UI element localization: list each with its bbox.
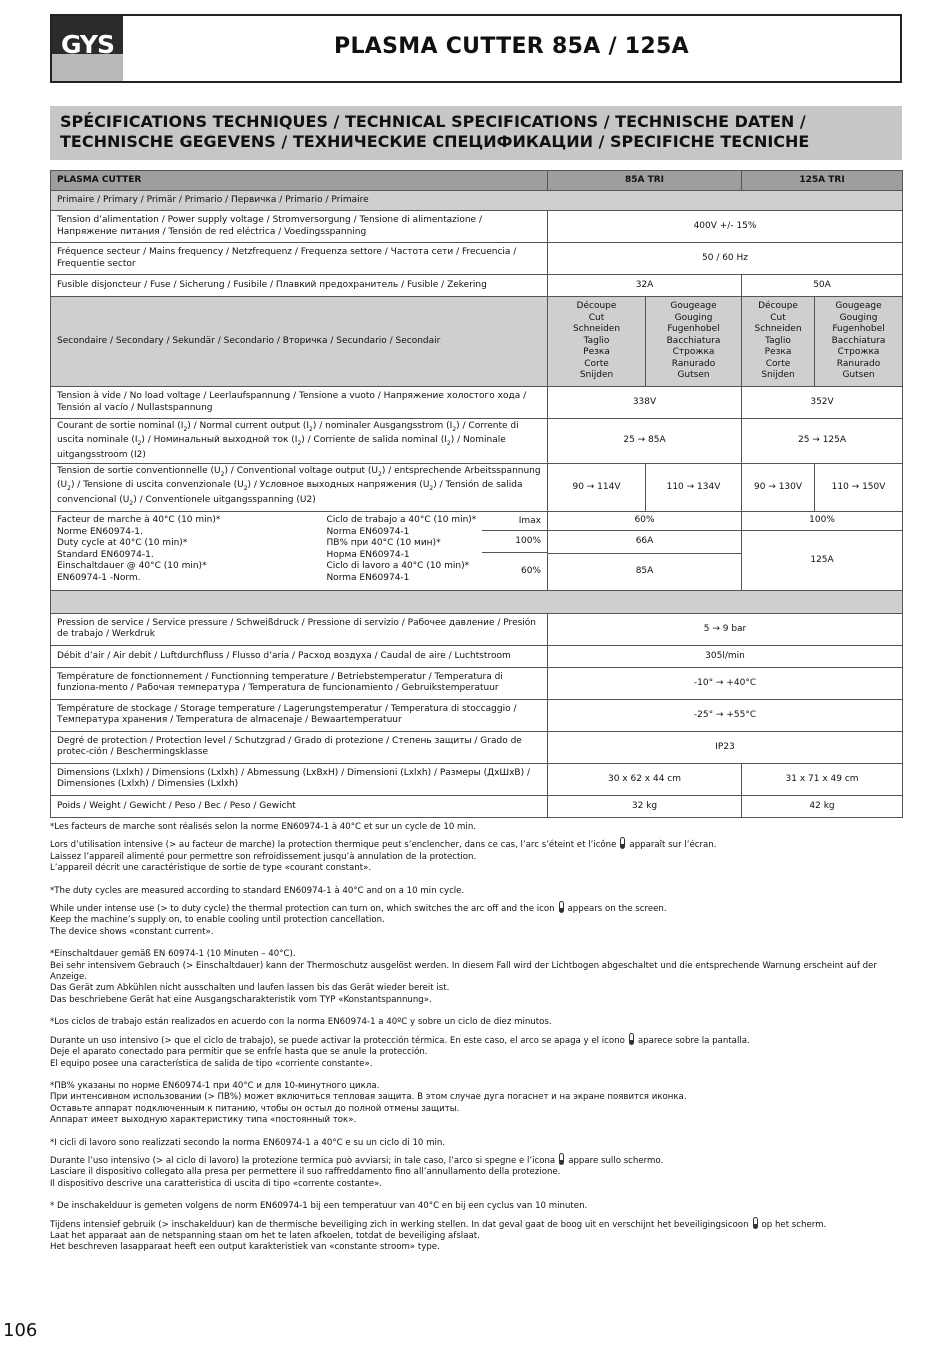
page-header bbox=[50, 14, 902, 83]
secondary-label: Secondaire / Secondary / Sekundär / Secondario / Вторичка / Secundario / Secondair bbox=[51, 297, 548, 387]
voltage-85a-cut: 90 → 114V bbox=[548, 464, 646, 512]
fuse-125a: 50A bbox=[742, 275, 903, 297]
duty-cycle-notes bbox=[50, 822, 910, 1265]
op-temp-label: Température de fonctionnement / Functionning temperature / Betriebstemperatur / Temperatura di funziona-mento / Рабочая температура / Temperatura de funcionamiento / Gebruikstemperatuur bbox=[51, 667, 548, 699]
weight-row bbox=[51, 795, 903, 817]
storage-temp-value: -25° → +55°C bbox=[548, 699, 903, 731]
voltage-125a-cut: 90 → 130V bbox=[742, 464, 815, 512]
thermometer-icon bbox=[629, 1033, 634, 1045]
gys-logo bbox=[52, 16, 123, 81]
duty-cycle-middle-text: Ciclo de trabajo a 40°C (10 min)* Norma EN60974-1 ПВ% при 40°C (10 мин)* Норма EN60974-1 Ciclo di lavoro a 40°C (10 min)* Norma EN60974-1 bbox=[326, 514, 477, 583]
mains-frequency-row bbox=[51, 243, 903, 275]
mains-frequency-label: Fréquence secteur / Mains frequency / Netzfrequenz / Frequenza settore / Частота сети / Frecuencia / Frequentie sector bbox=[51, 243, 548, 275]
duty-imax-85a: 60% bbox=[548, 511, 742, 530]
current-125a: 25 → 125A bbox=[742, 419, 903, 464]
voltage-output-row bbox=[51, 464, 903, 512]
cut-125a: Découpe Cut Schneiden Taglio Резка Corte Snijden bbox=[742, 297, 815, 387]
header-125a: 125A TRI bbox=[742, 171, 903, 191]
logo-text: GYS bbox=[60, 30, 115, 59]
note-de: *Einschaltdauer gemäß EN 60974-1 (10 Minuten – 40°C). Bei sehr intensivem Gebrauch (> Einschaltdauer) kann der Thermoschutz ausgelöst werden. In diesem Fall wird der Lichtbogen abgeschaltet und die entsprechende Warnung erscheint auf der Anzeige. Das Gerät zum Abkühlen nicht ausschalten und laufen lassen bis das Gerät wieder bereit ist. Das beschriebene Gerät hat eine Ausgangscharakteristik vom TYP «Konstantspannung». bbox=[50, 949, 877, 1005]
header-85a: 85A TRI bbox=[548, 171, 742, 191]
pressure-label: Pression de service / Service pressure / Schweißdruck / Pressione di servizio / Рабочее давление / Presión de trabajo / Werkdruk bbox=[51, 613, 548, 645]
gouging-125a: Gougeage Gouging Fugenhobel Bacchiatura Строжка Ranurado Gutsen bbox=[815, 297, 903, 387]
fuse-row bbox=[51, 275, 903, 297]
thermometer-icon bbox=[620, 837, 625, 849]
table-header-row bbox=[51, 171, 903, 191]
duty-cycle-labels bbox=[482, 512, 547, 590]
op-temp-row bbox=[51, 667, 903, 699]
weight-label: Poids / Weight / Gewicht / Peso / Вес / Peso / Gewicht bbox=[51, 795, 548, 817]
spec-table bbox=[50, 170, 903, 818]
document-title: PLASMA CUTTER 85A / 125A bbox=[334, 34, 689, 59]
fuse-85a: 32A bbox=[548, 275, 742, 297]
weight-85a: 32 kg bbox=[548, 795, 742, 817]
primary-label: Primaire / Primary / Primär / Primario / Первичка / Primario / Primaire bbox=[51, 191, 903, 211]
supply-voltage-value: 400V +/- 15% bbox=[548, 211, 903, 243]
air-flow-value: 305l/min bbox=[548, 645, 903, 667]
note-fr: *Les facteurs de marche sont réalisés selon la norme EN60974-1 à 40°C et sur un cycle de 10 min. Lors d’utilisation intensive (> au facteur de marche) la protection thermique peut s’enclencher, dans ce cas, l’arc s’éteint et l’icône apparaît sur l’écran. Laissez l’appareil alimenté pour permettre son refroidissement jusqu’à annulation de la protection. L’appareil décrit une caractéristique de sortie de type «courant constant». bbox=[50, 822, 717, 874]
note-en: *The duty cycles are measured according to standard EN60974-1 à 40°C and on a 10 min cycle. While under intense use (> to duty cycle) the thermal protection can turn on, which switches the arc off and the icon appears on the screen. Keep the machine’s supply on, to enable cooling until protection cancellation. The device shows «constant current». bbox=[50, 885, 667, 937]
thermometer-icon bbox=[753, 1217, 758, 1229]
op-temp-value: -10° → +40°C bbox=[548, 667, 903, 699]
dimensions-85a: 30 x 62 x 44 cm bbox=[548, 763, 742, 795]
current-row bbox=[51, 419, 903, 464]
weight-125a: 42 kg bbox=[742, 795, 903, 817]
duty-label-imax: Imax bbox=[518, 515, 541, 526]
voltage-output-label: Tension de sortie conventionnelle $(U_2)$ / Conventional voltage output $(U_2)$ / entsprechende Arbeitsspannung $(U_2)$ / Tensione di uscita convenzionale $(U_2)$ / Условное выходных напряжения $(U_2)$ / Tensión de salida convencional $(U_2)$ / Conventionele uitgangsspanning (U2) bbox=[51, 464, 548, 512]
supply-voltage-label: Tension d’alimentation / Power supply voltage / Stromversorgung / Tensione di alimentazione / Напряжение питания / Tensión de red eléctrica / Voedingsspanning bbox=[51, 211, 548, 243]
duty-125a-merged: 125A bbox=[742, 530, 903, 590]
storage-temp-row bbox=[51, 699, 903, 731]
air-flow-row bbox=[51, 645, 903, 667]
mains-frequency-value: 50 / 60 Hz bbox=[548, 243, 903, 275]
protection-label: Degré de protection / Protection level / Schutzgrad / Grado di protezione / Степень защиты / Grado de protec-ción / Beschermingsklasse bbox=[51, 731, 548, 763]
no-load-label: Tension à vide / No load voltage / Leerlaufspannung / Tensione a vuoto / Напряжение холостого хода / Tensión al vacío / Nullastspannung bbox=[51, 387, 548, 419]
duty-label-100: 100% bbox=[515, 535, 541, 546]
note-it: *I cicli di lavoro sono realizzati secondo la norma EN60974-1 a 40°C e su un ciclo di 10 min. Durante l’uso intensivo (> al ciclo di lavoro) la protezione termica può avviarsi; in tale caso, l’arco si spegne e l’icona appare sullo schermo. Lasciare il dispositivo collegato alla presa per permettere il suo raffreddamento fino all’annullamento della protezione. Il dispositivo descrive una caratteristica di uscita di tipo «corrente costante». bbox=[50, 1137, 664, 1189]
note-nl: * De inschakelduur is gemeten volgens de norm EN60974-1 bij een temperatuur van 40°C en bij een cyclus van 10 minuten. Tijdens intensief gebruik (> inschakelduur) kan de thermische beveiliging zich in werking stellen. In dat geval gaat de boog uit en verschijnt het beveiligingsicoon op het scherm. Laat het apparaat aan de netspanning staan om het te laten afkoelen, totdat de beveiliging afslaat. Het beschreven lasapparaat heeft een output karakteristiek van «constante stroom» type. bbox=[50, 1201, 827, 1253]
page-number: 106 bbox=[3, 1320, 38, 1341]
secondary-row bbox=[51, 297, 903, 387]
air-flow-label: Débit d’air / Air debit / Luftdurchfluss / Flusso d’aria / Расход воздуха / Caudal de aire / Luchtstroom bbox=[51, 645, 548, 667]
duty-imax-125a: 100% bbox=[742, 511, 903, 530]
pressure-value: 5 → 9 bar bbox=[548, 613, 903, 645]
no-load-125a: 352V bbox=[742, 387, 903, 419]
duty-label-60: 60% bbox=[520, 565, 541, 576]
separator-row bbox=[51, 590, 903, 613]
note-ru: *ПВ% указаны по норме EN60974-1 при 40°C и для 10-минутного цикла. При интенсивном использовании (> ПВ%) может включиться тепловая защита. В этом случае дуга погаснет и на экране появится иконка. Оставьте аппарат подключенным к питанию, чтобы он остыл до полной отмены защиты. Аппарат имеет выходную характеристику типа «постоянный ток». bbox=[50, 1080, 687, 1126]
protection-value: IP23 bbox=[548, 731, 903, 763]
current-label: Courant de sortie nominal $(I_2)$ / Normal current output $(I_2)$ / nominaler Ausgangsstrom $(I_2)$ / Corrente di uscita nominale $(I_2)$ / Номинальный выходной ток $(I_2)$ / Corriente de salida nominal $(I_2)$ / Nominale uitgangsstroom (I2) bbox=[51, 419, 548, 464]
duty-60-85a: 85A bbox=[548, 553, 742, 590]
dimensions-row bbox=[51, 763, 903, 795]
thermometer-icon bbox=[559, 1153, 564, 1165]
note-es: *Los ciclos de trabajo están realizados en acuerdo con la norma EN60974-1 a 40ºC y sobre un ciclo de diez minutos. Durante un uso intensivo (> que el ciclo de trabajo), se puede activar la protección térmica. En este caso, el arco se apaga y el icono aparece sobre la pantalla. Deje el aparato conectado para permitir que se enfríe hasta que se anule la protección. El equipo posee una característica de salida de tipo «corriente constante». bbox=[50, 1017, 750, 1069]
gouging-85a: Gougeage Gouging Fugenhobel Bacchiatura Строжка Ranurado Gutsen bbox=[646, 297, 742, 387]
fuse-label: Fusible disjoncteur / Fuse / Sicherung / Fusibile / Плавкий предохранитель / Fusible / Zekering bbox=[51, 275, 548, 297]
duty-100-85a: 66A bbox=[548, 530, 742, 553]
header-label: PLASMA CUTTER bbox=[51, 171, 548, 191]
duty-cycle-left-text: Facteur de marche à 40°C (10 min)* Norme EN60974-1. Duty cycle at 40°C (10 min)* Standard EN60974-1. Einschaltdauer @ 40°C (10 min)* EN60974-1 -Norm. bbox=[57, 514, 221, 583]
pressure-row bbox=[51, 613, 903, 645]
duty-cycle-block bbox=[51, 511, 548, 590]
supply-voltage-row bbox=[51, 211, 903, 243]
no-load-row bbox=[51, 387, 903, 419]
voltage-125a-gouging: 110 → 150V bbox=[815, 464, 903, 512]
primary-row bbox=[51, 191, 903, 211]
cut-85a: Découpe Cut Schneiden Taglio Резка Corte Snijden bbox=[548, 297, 646, 387]
thermometer-icon bbox=[559, 901, 564, 913]
no-load-85a: 338V bbox=[548, 387, 742, 419]
voltage-85a-gouging: 110 → 134V bbox=[646, 464, 742, 512]
dimensions-125a: 31 x 71 x 49 cm bbox=[742, 763, 903, 795]
current-85a: 25 → 85A bbox=[548, 419, 742, 464]
duty-row-imax bbox=[51, 511, 903, 530]
separator-cell bbox=[51, 590, 903, 613]
dimensions-label: Dimensions (Lxlxh) / Dimensions (Lxlxh) / Abmessung (LxBxH) / Dimensioni (Lxlxh) / Размеры (ДхШхВ) / Dimensiones (Lxlxh) / Dimensies (Lxlxh) bbox=[51, 763, 548, 795]
storage-temp-label: Température de stockage / Storage temperature / Lagerungstemperatur / Temperatura di stoccaggio / Температура хранения / Temperatura de almacenaje / Bewaartemperatuur bbox=[51, 699, 548, 731]
protection-row bbox=[51, 731, 903, 763]
section-title: SPÉCIFICATIONS TECHNIQUES / TECHNICAL SPECIFICATIONS / TECHNISCHE DATEN / TECHNISCHE GEGEVENS / ТЕХНИЧЕСКИЕ СПЕЦИФИКАЦИИ / SPECIFICHE TECNICHE bbox=[50, 106, 902, 160]
